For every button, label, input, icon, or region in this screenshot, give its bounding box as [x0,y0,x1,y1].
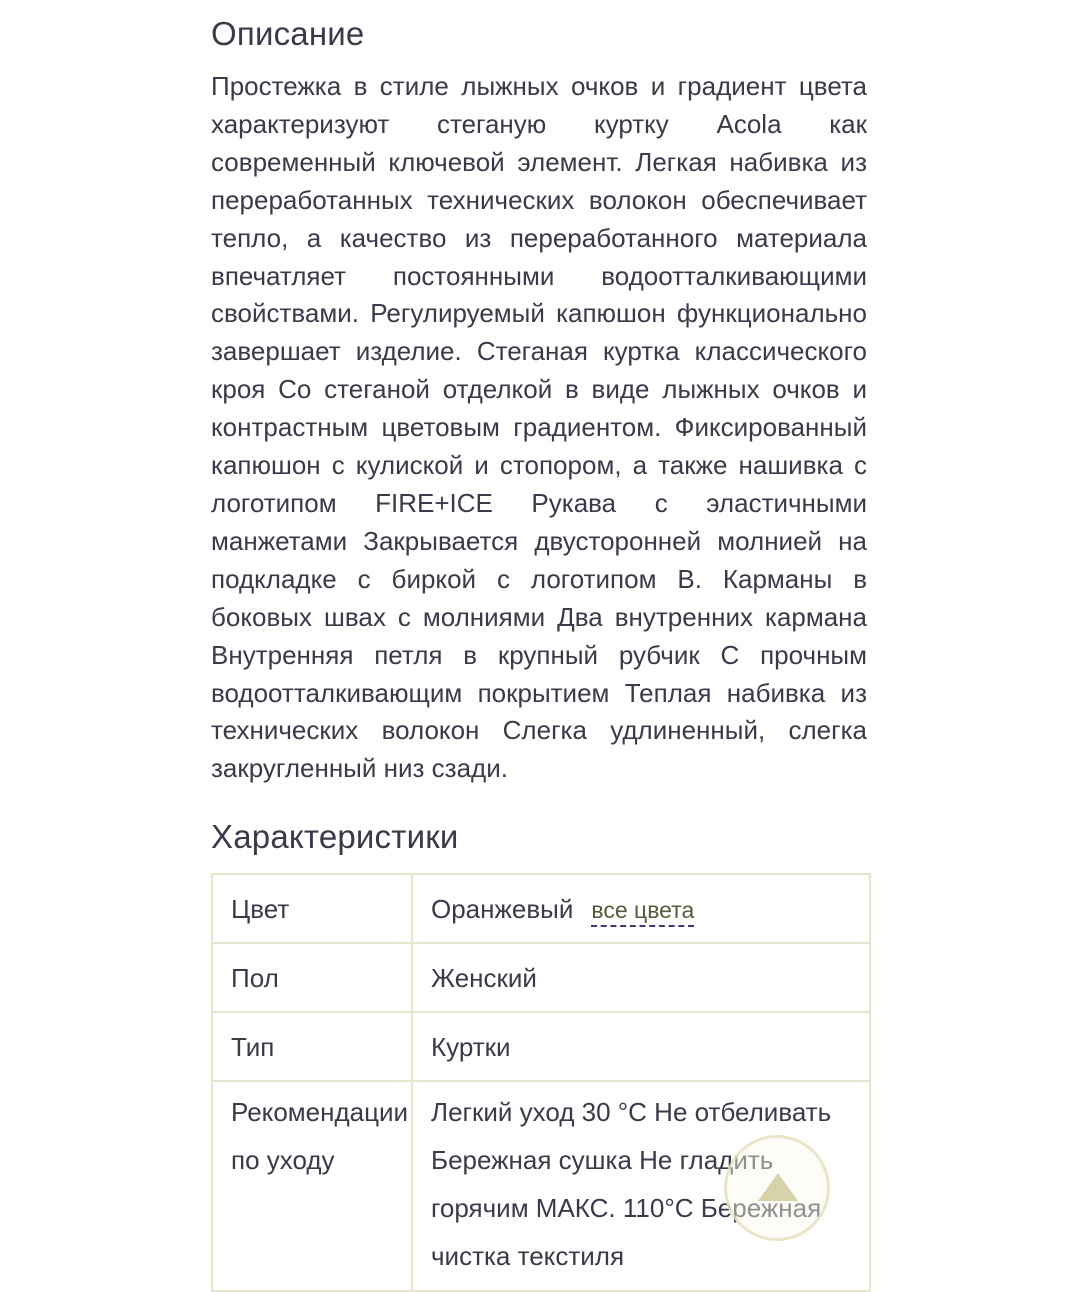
table-row [212,874,870,943]
spec-label: Рекомендации по уходу [212,1081,412,1291]
spec-label: Тип [212,1012,412,1081]
arrow-up-icon [758,1173,798,1201]
description-text: Простежка в стиле лыжных очков и градиент цвета характеризуют стеганую куртку Acola как современный ключевой элемент. Легкая набивка из переработанных технических волокон обеспечивает тепло, а качество из переработанного материала впечатляет постоянными водоотталкивающими свойствами. Регулируемый капюшон функционально завершает изделие. Стеганая куртка классического кроя Со стеганой отделкой в виде лыжных очков и контрастным цветовым градиентом. Фиксированный капюшон с кулиской и стопором, а также нашивка с логотипом FIRE+ICE Рукава с эластичными манжетами Закрывается двусторонней молнией на подкладке с биркой с логотипом B. Карманы в боковых швах с молниями Два внутренних кармана Внутренняя петля в крупный рубчик С прочным водоотталкивающим покрытием Теплая набивка из технических волокон Слегка удлиненный, слегка закругленный низ сзади. [211,71,867,784]
description-title: Описание [211,15,365,52]
spec-value: Женский [412,943,870,1012]
spec-label: Пол [212,943,412,1012]
all-colors-link[interactable]: все цвета [591,895,694,927]
spec-value: Оранжевый [431,893,574,924]
spec-value-cell [412,874,870,943]
spec-value: Легкий уход 30 °C Не отбеливать Бережная сушка Не гладить горячим МАКС. 110°C Бережная чистка текстиля [412,1081,870,1291]
table-row [212,1012,870,1081]
spec-value: Куртки [412,1012,870,1081]
spec-label: Цвет [212,874,412,943]
table-row [212,943,870,1012]
scroll-to-top-button[interactable] [724,1135,830,1241]
characteristics-title: Характеристики [211,818,459,855]
